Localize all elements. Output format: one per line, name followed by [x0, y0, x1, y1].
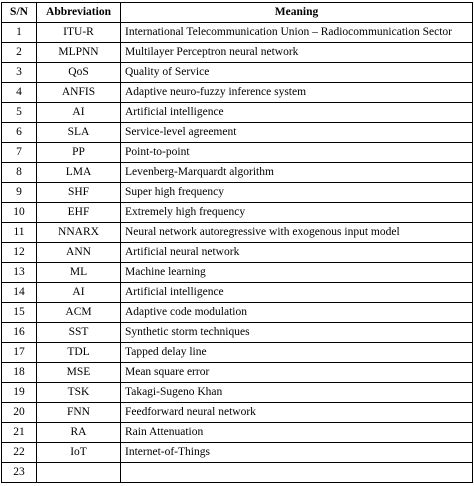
cell-meaning [121, 463, 473, 483]
cell-meaning: Takagi-Sugeno Khan [121, 383, 473, 403]
cell-sn: 22 [2, 443, 37, 463]
cell-sn: 4 [2, 83, 37, 103]
cell-meaning: Point-to-point [121, 143, 473, 163]
cell-abbreviation: RA [37, 423, 121, 443]
cell-sn: 18 [2, 363, 37, 383]
cell-sn: 20 [2, 403, 37, 423]
table-row [2, 283, 473, 303]
cell-sn: 10 [2, 203, 37, 223]
cell-sn: 23 [2, 463, 37, 483]
column-header-abbreviation: Abbreviation [37, 3, 121, 23]
table-row [2, 123, 473, 143]
cell-abbreviation: SHF [37, 183, 121, 203]
cell-abbreviation [37, 463, 121, 483]
cell-sn: 15 [2, 303, 37, 323]
table-body [2, 23, 473, 483]
cell-sn: 1 [2, 23, 37, 43]
table-row [2, 263, 473, 283]
cell-meaning: Mean square error [121, 363, 473, 383]
column-header-sn: S/N [2, 3, 37, 23]
cell-meaning: Adaptive neuro-fuzzy inference system [121, 83, 473, 103]
abbreviation-table [1, 2, 473, 483]
cell-meaning: Artificial intelligence [121, 103, 473, 123]
cell-meaning: Adaptive code modulation [121, 303, 473, 323]
cell-meaning: Super high frequency [121, 183, 473, 203]
cell-abbreviation: TDL [37, 343, 121, 363]
cell-abbreviation: NNARX [37, 223, 121, 243]
cell-sn: 17 [2, 343, 37, 363]
cell-abbreviation: MSE [37, 363, 121, 383]
cell-sn: 3 [2, 63, 37, 83]
cell-abbreviation: AI [37, 283, 121, 303]
cell-meaning: Rain Attenuation [121, 423, 473, 443]
cell-abbreviation: SST [37, 323, 121, 343]
cell-meaning: Levenberg-Marquardt algorithm [121, 163, 473, 183]
table-row [2, 183, 473, 203]
cell-sn: 19 [2, 383, 37, 403]
table-row [2, 343, 473, 363]
table-row [2, 303, 473, 323]
cell-sn: 5 [2, 103, 37, 123]
cell-abbreviation: PP [37, 143, 121, 163]
cell-sn: 7 [2, 143, 37, 163]
table-row [2, 363, 473, 383]
cell-meaning: Extremely high frequency [121, 203, 473, 223]
cell-abbreviation: ANN [37, 243, 121, 263]
table-row [2, 203, 473, 223]
cell-sn: 21 [2, 423, 37, 443]
cell-sn: 8 [2, 163, 37, 183]
table-row [2, 243, 473, 263]
cell-abbreviation: ACM [37, 303, 121, 323]
table-row [2, 323, 473, 343]
table-row [2, 383, 473, 403]
table-row [2, 63, 473, 83]
cell-abbreviation: SLA [37, 123, 121, 143]
cell-abbreviation: IoT [37, 443, 121, 463]
cell-meaning: Service-level agreement [121, 123, 473, 143]
cell-sn: 12 [2, 243, 37, 263]
cell-sn: 2 [2, 43, 37, 63]
cell-meaning: Artificial intelligence [121, 283, 473, 303]
cell-sn: 14 [2, 283, 37, 303]
table-row [2, 423, 473, 443]
table-row [2, 103, 473, 123]
cell-meaning: Neural network autoregressive with exogenous input model [121, 223, 473, 243]
cell-abbreviation: ANFIS [37, 83, 121, 103]
cell-abbreviation: EHF [37, 203, 121, 223]
cell-meaning: Quality of Service [121, 63, 473, 83]
cell-meaning: Tapped delay line [121, 343, 473, 363]
cell-meaning: Artificial neural network [121, 243, 473, 263]
table-row [2, 223, 473, 243]
cell-sn: 9 [2, 183, 37, 203]
cell-abbreviation: TSK [37, 383, 121, 403]
table-row [2, 43, 473, 63]
cell-meaning: Feedforward neural network [121, 403, 473, 423]
table-row [2, 163, 473, 183]
cell-meaning: Synthetic storm techniques [121, 323, 473, 343]
cell-abbreviation: MLPNN [37, 43, 121, 63]
cell-sn: 13 [2, 263, 37, 283]
cell-abbreviation: ITU-R [37, 23, 121, 43]
cell-sn: 6 [2, 123, 37, 143]
cell-abbreviation: ML [37, 263, 121, 283]
cell-meaning: Machine learning [121, 263, 473, 283]
cell-sn: 11 [2, 223, 37, 243]
cell-meaning: Internet-of-Things [121, 443, 473, 463]
cell-abbreviation: QoS [37, 63, 121, 83]
cell-sn: 16 [2, 323, 37, 343]
table-row [2, 83, 473, 103]
table-row [2, 23, 473, 43]
table-row [2, 463, 473, 483]
table-row [2, 143, 473, 163]
column-header-meaning: Meaning [121, 3, 473, 23]
table-row [2, 443, 473, 463]
cell-meaning: International Telecommunication Union – Radiocommunication Sector [121, 23, 473, 43]
cell-abbreviation: LMA [37, 163, 121, 183]
cell-abbreviation: FNN [37, 403, 121, 423]
cell-abbreviation: AI [37, 103, 121, 123]
table-row [2, 403, 473, 423]
table-header-row [2, 3, 473, 23]
cell-meaning: Multilayer Perceptron neural network [121, 43, 473, 63]
